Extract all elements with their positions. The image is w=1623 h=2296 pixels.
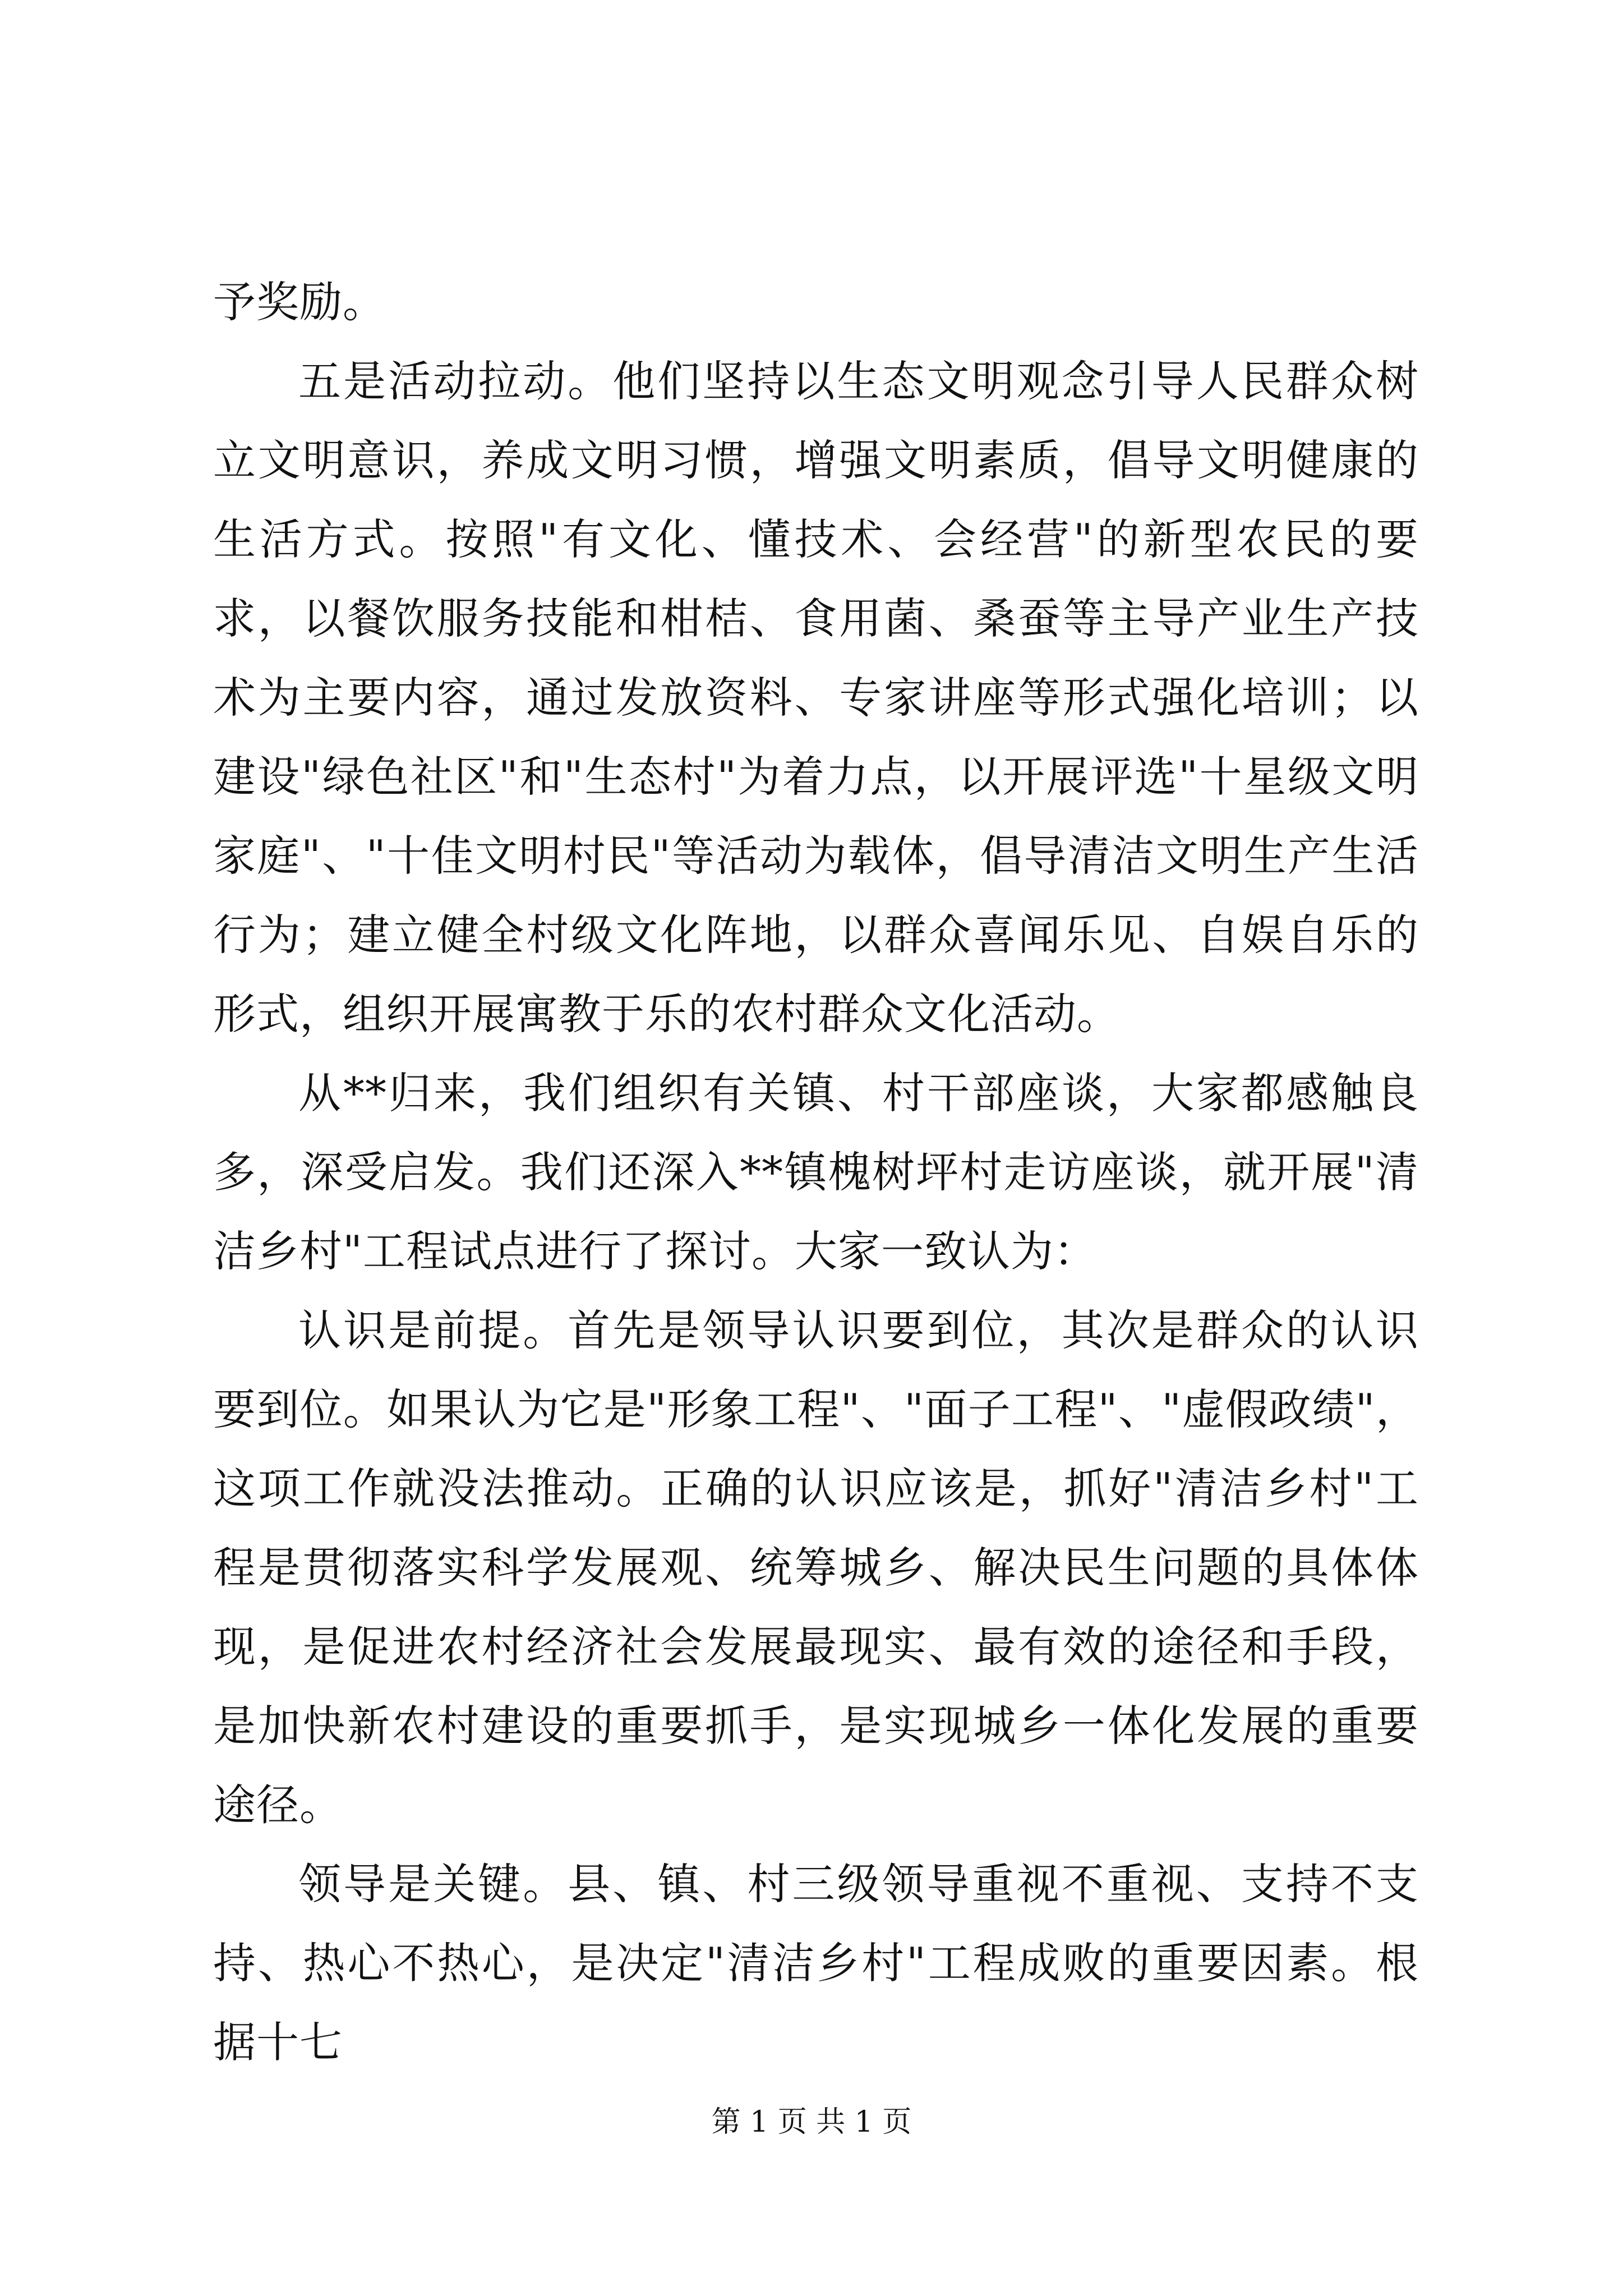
paragraph-2: 五是活动拉动。他们坚持以生态文明观念引导人民群众树立文明意识，养成文明习惯，增强文明素质，倡导文明健康的生活方式。按照"有文化、懂技术、会经营"的新型农民的要求，以餐饮服务技能和柑桔、食用菌、桑蚕等主导产业生产技术为主要内容，通过发放资料、专家讲座等形式强化培训；以建设"绿色社区"和"生态村"为着力点，以开展评选"十星级文明家庭"、"十佳文明村民"等活动为载体，倡导清洁文明生产生活行为；建立健全村级文化阵地，以群众喜闻乐见、自娱自乐的形式，组织开展寓教于乐的农村群众文化活动。 — [213, 356, 1419, 1039]
paragraph-5: 领导是关键。县、镇、村三级领导重视不重视、支持不支持、热心不热心，是决定"清洁乡村"工程成败的重要因素。根据十七 — [213, 1859, 1419, 2067]
page-footer: 第 1 页 共 1 页 — [711, 2105, 912, 2139]
document-body — [213, 263, 1419, 2082]
paragraph-4: 认识是前提。首先是领导认识要到位，其次是群众的认识要到位。如果认为它是"形象工程"、"面子工程"、"虚假政绩"，这项工作就没法推动。正确的认识应该是，抓好"清洁乡村"工程是贯彻落实科学发展观、统筹城乡、解决民生问题的具体体现，是促进农村经济社会发展最现实、最有效的途径和手段，是加快新农村建设的重要抓手，是实现城乡一体化发展的重要途径。 — [213, 1305, 1419, 1830]
paragraph-3: 从**归来，我们组织有关镇、村干部座谈，大家都感触良多，深受启发。我们还深入**镇槐树坪村走访座谈，就开展"清洁乡村"工程试点进行了探讨。大家一致认为： — [213, 1068, 1419, 1276]
paragraph-1: 予奖励。 — [213, 277, 386, 327]
